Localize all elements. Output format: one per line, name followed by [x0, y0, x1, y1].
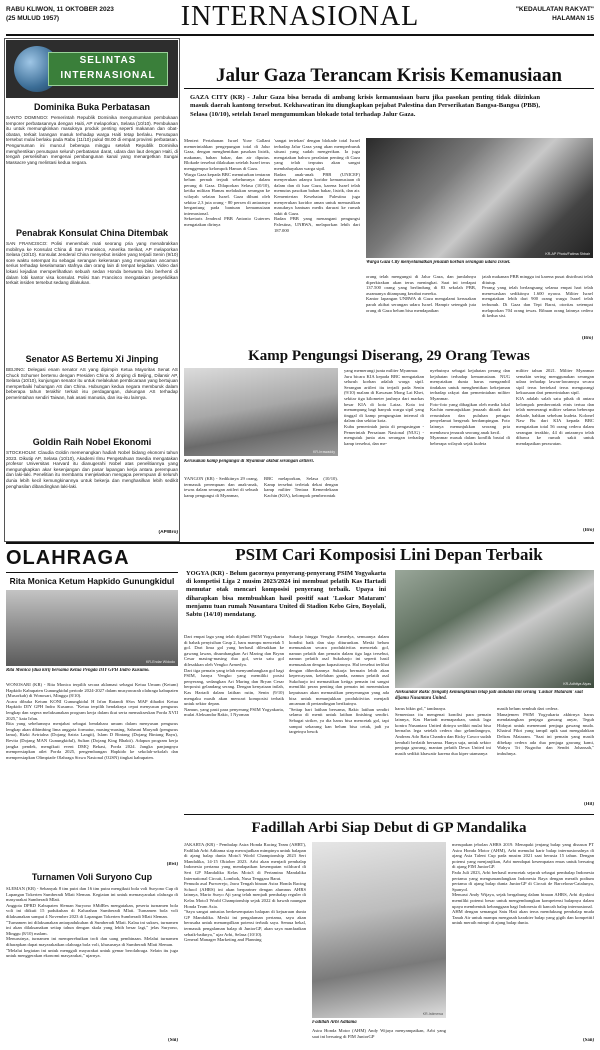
- fadillah-photo-credit: KR-Istimewa: [422, 1012, 443, 1016]
- fadillah-col-3: merupakan jebolan AHRS 2019. Menapaki jenjang balap yang disusun PT Astra Honda Motor (AHM), Arbi memulai karir balap internasionalnya di ajang Asia Talent Cup pada musim 2021 saat berusia 15 tahun. Dengan potensi yang menjanjikan, Arbi mendapat kesempatan emas untuk bersaing di ajang FIM JuniorGP. Pada Juli 2023, Arbi berhasil mencetak sejarah sebagai pembalap Indonesia pertama yang mengumandangkan Indonesia Raya dengan meraih podium pertama di ajang balap dunia JuniorGP di Circuit de Barcelona-Catalunya, Spanyol. Menurut Andy Wijaya, sejak bergabung dalam binaan AHRS, Arbi diyakini memiliki potensi besar untuk mengembangkan kompetensi balapnya dalam upaya membentuk kebanggaan bagi Indonesia di kancah balap internasional. AHM dengan semangat Satu Hati akan terus mendukung pembalap muda Tanah Air untuk mampu mengasah karakter balap yang gigih dan kompetitif untuk meraih mimpi di ajang balap dunia.: [452, 842, 594, 926]
- hijri-date-line: (25 MULUD 1957): [6, 15, 60, 22]
- gaza-author: (Bro): [582, 336, 593, 341]
- gaza-headline: Jalur Gaza Terancam Krisis Kemanusiaan: [216, 65, 562, 86]
- rita-headline: Rita Monica Ketum Hapkido Gunungkidul: [9, 576, 175, 586]
- masthead-rule: [6, 34, 594, 36]
- kamp-col-2: BBC melaporkan, Selasa (10/10). Kamp tersebut terletak dekat dengan kamp militer Tentara Kemerdekaan Kachin (KIA), kelompok pemberontak: [264, 476, 338, 498]
- psim-lead: YOGYA (KR) - Belum gacornya penyerang-penyerang PSIM Yogyakarta di kompetisi Liga 2 musim 2023/2024 ini membuat pelatih Kas Hartadi memutar otak mencari komposisi penyerang terbaik. Upaya ini diharapkan bisa membuahkan hasil positif saat 'Laskar Mataram' menjamu tuan rumah Nusantara United di Stadion Kebo Giro, Boyolali, Sabtu (14/10) mendatang.: [186, 570, 386, 619]
- fadillah-col-2: Astra Honda Motor (AHM) Andy Wijaya menyampaikan, Arbi yang saat ini bersaing di FIM JuniorGP: [312, 1028, 446, 1039]
- kamp-photo: [184, 368, 338, 456]
- psim-photo-caption: Aleksandar Rakic (tengah) kemungkinan tetap jadi andalan lini serang 'Laskar Mataram' saat dijamu Nusantara United.: [395, 690, 583, 701]
- gaza-col-3: orang telah mengungsi di Jalur Gaza, dan jumlahnya diperkirakan akan terus meningkat. Saat ini terdapat 137.500 orang yang berlindung di 83 sekolah PBB, asramanya ditampung kerabat mereka. Kantor lapangan UNRWA di Gaza mengalami kerusakan parah akibat serangan udara Israel. Hampir setengah juta orang di Gaza belum bisa mendapatkan: [366, 274, 476, 313]
- kamp-photo-caption: Kerusakan kamp pengungsi di Myanmar akibat serangan artileri.: [184, 459, 315, 464]
- selintas-headline-1: Dominika Buka Perbatasan: [33, 102, 151, 112]
- selintas-body-3: BEIJING: Delegasi enam senator AS yang dipimpin Ketua Mayoritas Senat AS Chuck Schumer bertemu dengan Presiden China Xi Jinping di Beijing, Dilansir AP, Selasa (10/10), kunjungan senator itu untuk melakukan pembicaraan yang bertujuan memperbaiki hubungan AS dan China. Hubungan kedua negara memburuk dalam beberapa tahun terakhir terkait isu perdagangan, dukungan AS terhadap pemerintahan sendiri Taiwan, hak asasi manusia, dan isu-isu lainnya.: [6, 367, 178, 400]
- fadillah-col-1: JAKARTA (KR) - Pembalap Astra Honda Racing Team (AHRT), Fadillah Arbi Aditama siap mewujudkan mimpinya untuk balapan di ajang balap dunia Moto3 World Championship 2023 Seri Mandalika, 14-15 Oktober 2023. Arbi akan menjadi pembalap Indonesia pertama yang mendapatkan kesempatan wildcard di Seri GP Mandalika Kelas Moto3 di Pertamina Mandalika International Circuit, Lombok, Nusa Tenggara Barat. Pemuda asal Purwerejo, Jawa Tengah binaan Astra Honda Racing School (AHRS) ini akan berpartner dengan alumnus AHRS lainnya, Mario Suryo Aji yang telah menjadi pembalap reguler di Kelas Moto3 World Championship sejak 2022 di bawah naungan Honda Team Asia. "Saya sangat antusias berkesempatan balapan di kejuaraan dunia GP Mandalika. Meski ini pengalaman pertama, saya akan berusaha untuk menampilkan potensi terbaik saya. Semua bekal, termasuk pengalaman balap di JuniorGP, akan saya manfaatkan sebaik-baiknya," ujar Arbi, Selasa (10/10). General Manager Marketing and Planning: [184, 842, 306, 943]
- fadillah-rule: [184, 814, 594, 815]
- fadillah-photo-caption: Fadillah Arbi Aditama: [312, 1020, 357, 1025]
- gaza-col-1: Menteri Pertahanan Israel Yoav Gallant memerintahkan pengepungan total di Jalur Gaza, dengan menghentikan pasokan listrik, makanan, bahan bakar, dan air diputus. Blokade tersebut dilakukan setelah Israel terus menggempur kelompok Hamas di Gaza. Warga Gaza kepada BBC menuturkan tentaran belum pernah terjadi sebelumnya dalam perang di Gaza. Dilaporkan Selasa (10/10), ketika militan Hamas melakukan serangan ke wilayah selatan Israel. Gaza dihuni oleh sekitar 2,3 juta orang - 80 persen di antaranya bergantung pada bantuan kemanusiaan internasional. Sekretaris Jenderal PBB Antonio Guterres mengatakan dirinya: [184, 138, 270, 227]
- paper-name: "KEDAULATAN RAKYAT": [515, 6, 594, 13]
- voli-author: (Sni): [168, 1038, 178, 1043]
- kamp-col-5: militer tahun 2021. Militer Myanmar semakin sering menggunakan serangan udara terhadap lawan-lawannya secara sipil terus bertekad terus mengurangi kekuasaan dari pemerintahan sipil. KIA adalah salah satu pihak di antara kelompok pemberontak etnis tertua dan telah memerangi militer selama beberapa dekade, bahkan sebelum kudeta. Kolonel Naw Bu dari KIA kepada BBC mengatakan total 56 orang cedera dalam serangan terakhir, 44 di antaranya telah dibawa ke rumah sakit untuk mendapatkan perawatan.: [516, 368, 594, 446]
- psim-photo: [395, 570, 594, 688]
- date-line: RABU KLIWON, 11 OKTOBER 2023: [6, 6, 114, 13]
- fadillah-headline: Fadillah Arbi Siap Debut di GP Mandalika: [251, 820, 527, 836]
- selintas-body-4: STOCKHOLM: Claudia Goldin memenangkan hadiah Nobel bidang ekonomi tahun 2023. Dikutip AP, Selasa (10/10), Akademi Ilmu Pengetahuan Swedia mengatakan profesor Universitas Harvard itu dianugerahi Nobel atas penelitiannya yang mengungkapkan akar kesenjangan dan pasar lapangan kerja antara perempuan dan laki-laki. Penelitian itu membantu menjelaskan mengapa perempuan di seluruh dunia lebih kecil kemungkinannya untuk bekerja dan menghasilkan lebih sedikit penghasilan dibandingkan laki-laki.: [6, 450, 178, 489]
- gaza-headline-rule: [184, 88, 594, 89]
- kamp-col-4: nyebutnya sebagai kejahatan perang dan kejahatan terhadap kemanusiaan. NUG menyatakan dunia harus mengambil tindakan untuk menghentikan kekejaman terhadap rakyat dan pemerintahan militer Myanmar. Foto-foto yang dibagikan oleh media lokal Kachin menunjukkan jenazah ditarik dari reruntuhan dan puluhan petugas penyelamat bergerak berdampingan. Foto lainnya menunjukkan seorang pria membawa jenazah seorang anak kecil. Myanmar masuk dalam konflik brutal di beberapa wilayah sejak kudeta: [430, 368, 510, 446]
- rita-photo-credit: KR-Endar Widodo: [146, 660, 175, 664]
- gaza-photo: [366, 138, 593, 258]
- olahraga-label: OLAHRAGA: [6, 547, 130, 569]
- psim-col-4: masih belum sembuh dari cedera. Manajemen PSIM Yogyakarta akhirnya harus mendatangkan penjaga gawang anyar, Teguh Hidayat untuk menemani penjaga gawang muda. Khairul Fikri yang tampil apik saat mengalahkan Deltras Mataram. "Saat ini pemain yang masih dibekap cedera ada dua penjaga gawang kami, Wahyu Tri Nugroho dan Sendri Johansah," imbuhnya.: [497, 706, 594, 756]
- selintas-headline-4: Goldin Raih Nobel Ekonomi: [32, 437, 152, 447]
- gaza-photo-caption: Warga Gaza City menyelamatkan jenazah korban serangan udara Israel.: [366, 260, 511, 265]
- selintas-body-1: SANTO DOMINGO: Pemerintah Republik Dominika mengumumkan pembukaan temporer perbatasannya dengan Haiti, AP melaporkan, Selasa (10/10). Pembukaan itu untuk memungkinkan masuknya produk penting seperti makanan dan obat-obatan, terkait larangan masuk terhadap warga Haiti tetap berlaku. Penutupan tersebut mulai berlaku pada Rabu (11/10) pukul 08.00 di empat provinsi perbatasan. Pengumuman ini muncul beberapa minggu setelah Republik Dominika menghentikan penutupan seluruh perbatasan darat, udara dan laut dengan Haiti, di tengah perselisihan mengenai pembangunan kanal yang menargetkan Sungai Massacre yang melintasi kedua negara.: [6, 115, 178, 165]
- voli-body: SLEMAN (KR) - Sebanyak 8 tim putri dan 16 tim putra mengikuti bola voli Suryono Cup di Lapangan Tokerten Sumberadi Mlati Sleman. Kegiatan ini untuk memasyarakat olahraga di masyarakat Sumberadi Mlati. Anggota DPRD Kabupaten Sleman Suryono SMdRes mengatakan, peserta turnamen bola voli ini diikuti 15 padukuhan di Kalurahan Sumberadi Mlati. Turnamen bola voli dilaksanakan sampai 4 November 2023 di Lapangan Tokerten Sumberadi Mlati Sleman. "Turnamen ini dilaksanakan antarpadukuhan di Sumberadi Mlati. Kalau ini sukses, turnamen ini akan dilaksanakan setiap tahun dengan skala yang lebih besar lagi," jelas Suryono, Minggu (8/10) malam. Menurutnya, turnamen ini memperebutkan trofi dan uang pembinaan. Melalui turnamen diharapkan dapat mayarakatkan olahraga bola voli, khususnya di Sumberadi Mlati Sleman. "Melalui kegiatan ini untuk menggali mayarakat untuk gemar berolahraga. Selain itu juga untuk menggerakan ekonomi masyarakat," ujarnya.: [6, 886, 178, 959]
- rita-author: (Bwi): [166, 862, 178, 867]
- selintas-label-line1: SELINTAS: [79, 55, 137, 66]
- psim-photo-credit: KR-Adhitya Aiyas: [563, 682, 591, 686]
- selintas-label-line2: INTERNASIONAL: [60, 70, 156, 81]
- sidebar-border: [4, 38, 180, 542]
- psim-col-3: harus bikin gol," tandasnya. Sementara itu mengenai kondisi para pemain lainnya, Kas Hartadi memaparkan, untuk laga kontra Nusantara United dirinya sedikit mulai bisa bernafas lega setelah cedera duo gelandangnya, Andreas Ado Ratu Chandra dan Ricky Cawor sudah kembali berlatih bersama. Hanya saja, untuk sektor penjaga gawang, mantan pelatih Dewa United ini masih sedikit khawatir karena dua kiper utamanya: [395, 706, 491, 756]
- fadillah-author: (San): [583, 1038, 594, 1043]
- olahraga-label-rule: [6, 572, 178, 573]
- kamp-col-1: YANGON (KR) - Sedikitnya 29 orang, termasuk perempuan dan anak-anak, tewas dalam serangan artileri di sebuah kamp pengungsi di Myanmar,: [184, 476, 258, 498]
- kamp-col-3: yang memerangi junta militer Myanmar. Juru bicara KIA kepada BBC mengatakan seluruh korban adalah warga sipil. Serangan artileri itu terjadi pada Senin (9/10) malam di Kawasan Mong Lai Khet, sekitar tiga kilometer jauhnya dari markas besar KIA di kota Laiza. Kota ini menampung bagi banyak warga sipil yang tinggal di kamp pengungsian internal di dalam dan sekitar kota. Kubu pemerintah junta di pengasingan - Pemerintah Persatuan Nasional (NUG) - mengutuk junta atas serangan terhadap kamp tersebut, dan me-: [344, 368, 424, 446]
- gaza-col-2: 'sangat tertekan' dengan blokade total Israel terhadap Jalur Gaza yang akan memperburuk situasi yang sudah mengerikan. Ia juga mengatakan bahwa peralatan penting di Gaza yang telah terputus akan sangat membahayakan warga sipil. Badan anak-anak PBB (UNICEF) menyerukan adanya koridor kemanusiaan di dalam dan di luar Gaza, karena Israel telah memutus pasokan bahan bakar, listrik, dan air. Kementerian Kesehatan Palestina juga menyerukan koridor aman untuk memastikan masuknya bantuan medis darurat ke rumah sakit di Gaza. Badan PBB yang menangani pengungsi Palestina, UNRWA, melaporkan lebih dari 187.000: [274, 138, 360, 233]
- selintas-headline-2: Penabrak Konsulat China Ditembak: [15, 228, 169, 238]
- kamp-author: (Bro): [583, 528, 594, 533]
- gaza-col-4: jatah makanan PBB minggu ini karena pusat distribusi telah ditutup. Perang yang telah berlangsung selama empat hari telah menewaskan sedikitnya 1.600 nyawa. Militer Israel mengatakan lebih dari 900 orang warga Israel telah terbunuh. Di Gaza dan Tepi Barat, otoritas setempat melaporkan 704 orang tewas. Ribuan orang lainnya cedera di kedua sisi.: [482, 274, 593, 319]
- psim-headline: PSIM Cari Komposisi Lini Depan Terbaik: [235, 545, 543, 564]
- psim-col-1: Dari empat laga yang telah dijalani PSIM Yogyakarta di babak penyisihan Grup 2, baru mampu mencetak 5 gol. Dari lima gol yang berhasil dilesakkan ke gawang lawan, disumbangkan Ari Maring dan Bryan Cesar masing-masing dua gol, serta satu gol dilesakkan oleh Vengko Armedya. Dari tiga pemain yang telah menyumbangkan gol bagi PSIM, hanya Vengko yang memiliki posisi penyerang, sedangkan Ari Maring dan Bryan Cesar berposisi gelandang serang. Dengan kenyataan inilah, Kas Hartadi dalam latihan rutin, Senin (9/10) mengaku masih akan mencari komposisi terbaik untuk sektor depan. Namun, yang pasti para penyerang PSIM Yogyakarta, mulai Aleksandar Rakic, I Nyoman: [184, 634, 284, 718]
- psim-col-2: Sukarja hingga Vengko Armedya, semuanya dalam kondisi baik dan siap diturunkan. Meski belum memuaskan secara produktivitas mencetak gol, namun pelatih dan pemain dalam tiga laga tersebut, namun pelatih asal Sukoharjo ini seperti hasil memuaskan dengan kapasitasnya. Hal tersebut terlihat dengan diberikannya Sukarja bermain lebih akan kepercayaan, kelelahan ganda, namun pelatih asal Sukoharjo ini memastikan ketiga pemain ini sangat memiliki peran penting dan pemain ini menentukan keputusan akan memastikan penyerangan yang ada bisa untuk menunjukkan produktivitas menjadi ancaman di pertandingan berikutnya. "Setiap hari latihan bersama, Rakic latihan sendiri selama di menit untuk latihan finishing sendiri. Sebagai striker, ya dia harus bisa mencetak gol, tapi sampai sekarang kan belum bisa cetak, jadi ya targetnya besok: [289, 634, 389, 735]
- voli-headline: Turnamen Voli Suryono Cup: [31, 872, 153, 882]
- gaza-lead: GAZA CITY (KR) - Jalur Gaza bisa berada di ambang krisis kemanusiaan baru jika pasokan penting tidak diizinkan masuk daerah kantong tersebut. Kekhawatiran itu diungkapkan pejabat Palestina dan Perserikatan Bangsa-Bangsa (PBB), Selasa (10/10), setelah Israel mengumumkan blokade total terhadap Jalur Gaza.: [190, 94, 540, 118]
- rita-photo-caption: Rita Monica (dua kiri) bersama Ketua Pengda DIY GPH Indro Kusumo.: [6, 668, 150, 673]
- section-title: INTERNASIONAL: [180, 1, 420, 32]
- page-number: HALAMAN 15: [552, 15, 594, 22]
- gaza-photo-credit: KR-AP Photo/Fatima Shbair: [545, 252, 590, 256]
- selintas-body-2: SAN FRANCISCO: Polisi menembak mati seorang pria yang menabrakkan mobilnya ke Konsulat China di San Fransisco, Amerika Serikat, AP melaporkan Selasa (10/10). Konsulat Jenderal China menyebut insiden yang terjadi Senin (9/10) sore waktu setempat itu sebagai serangan kekerasan yang merupakan ancaman serius terhadap keselamatan stafnya dan orang lain di tempat kejadian. Video dari lokasi kejadian memperlihatkan sebuah sedan Honda berwarna biru berhenti di dalam lobi kantor visa konsulat. Polisi San Francisco mengatakan penyelidikan terkait insiden tersebut sedang dilakukan.: [6, 241, 178, 286]
- selintas-author: (AP/Bro): [158, 530, 178, 535]
- fadillah-photo: [312, 842, 446, 1018]
- psim-author: (Hit): [584, 802, 594, 807]
- kamp-photo-credit: KR-Irrawaddy: [313, 450, 335, 454]
- kamp-headline: Kamp Pengungsi Diserang, 29 Orang Tewas: [248, 348, 530, 364]
- selintas-headline-3: Senator AS Bertemu Xi Jinping: [25, 354, 159, 364]
- rita-body: WONOSARI (KR) - Rita Monica terpilih secara aklamasi sebagai Ketua Umum (Ketum) Hapkido Kabupaten Gunungkidul periode 2024-2027 dalam musyawarah olahraga kabupaten (Musorkab) di Wonosari, Minggu (8/10). Acara dibuka Ketum KONI Gunungkidul H Irfan Ratandi SSos MAP dihadiri Ketua Hapkido DIY GPH Indro Kusumo. "Ketua terpilih hendaknya cepat menyusun pengurus lengkap dan segera melaksanakan program kerja dalam ikut serta mensukseskan Porda XVII 2025," kata Irfan. Rita yang sebelumnya menjabat sebagai bendahara umum dalam menyusun pengurus lengkap akan dibimbing lima anggota formatur, masing-masing, Sahruni Maryadi (pengurus lama), Rizki Avtrialna (Dojang Satria Langit), Islam D Bintang (Dojang Bintang Bayu), Revita (Dojang MAN Gunungkidul), Sultan (Dojang King Bhakti). Adapun program kerja jangka pendek, mengikuti event DMQ Bekasi, Porda 2024. Jangka panjangnya mempersiapkan atlet Porda 2025, pengembangan Hapkido ke sekolah-sekolah dan mempersiapkan Olimpiade Olahraga Siswa Nasional (O2SN) tingkat kabupaten.: [6, 682, 178, 760]
- rita-photo: [6, 590, 178, 666]
